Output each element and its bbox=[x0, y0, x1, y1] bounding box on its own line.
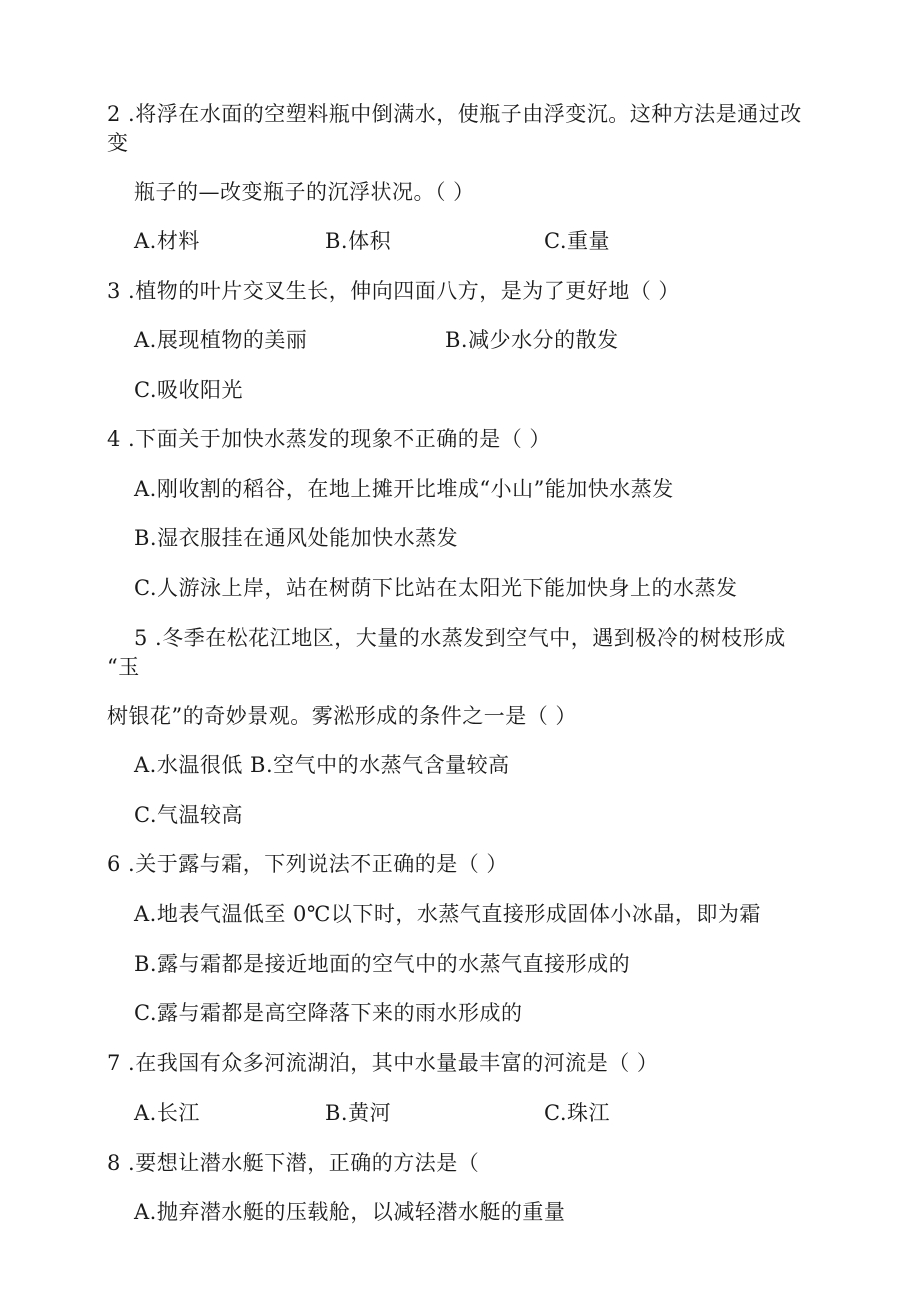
q8-stem: 8 .要想让潜水艇下潜，正确的方法是（ bbox=[107, 1151, 480, 1175]
q2-option-b: B.体积 bbox=[325, 229, 392, 253]
q4-option-c: C.人游泳上岸，站在树荫下比站在太阳光下能加快身上的水蒸发 bbox=[134, 576, 738, 600]
q7-stem: 7 .在我国有众多河流湖泊，其中水量最丰富的河流是（ ） bbox=[107, 1051, 659, 1075]
q3-option-a: A.展现植物的美丽 bbox=[134, 328, 308, 352]
q6-option-c: C.露与霜都是高空降落下来的雨水形成的 bbox=[134, 1001, 523, 1025]
q4-stem: 4 .下面关于加快水蒸发的现象不正确的是（ ） bbox=[107, 427, 551, 451]
q5-stem-line2: “玉 bbox=[107, 655, 140, 679]
q3-option-b: B.减少水分的散发 bbox=[445, 328, 619, 352]
q3-option-c: C.吸收阳光 bbox=[134, 378, 243, 402]
q7-option-b: B.黄河 bbox=[325, 1101, 392, 1125]
q8-option-a: A.抛弃潜水艇的压载舱，以减轻潜水艇的重量 bbox=[134, 1200, 566, 1224]
q2-option-a: A.材料 bbox=[134, 229, 200, 253]
q7-option-c: C.珠江 bbox=[544, 1101, 610, 1125]
q6-option-a: A.地表气温低至 0℃以下时，水蒸气直接形成固体小冰晶，即为霜 bbox=[134, 902, 761, 926]
q2-stem-line2: 变 bbox=[107, 131, 129, 155]
q5-stem-line1: 5 .冬季在松花江地区，大量的水蒸发到空气中，遇到极冷的树枝形成 bbox=[134, 626, 786, 650]
q5-option-c: C.气温较高 bbox=[134, 803, 243, 827]
q2-stem-line3: 瓶子的—改变瓶子的沉浮状况。（ ） bbox=[134, 180, 475, 204]
q2-stem-line1: 2 .将浮在水面的空塑料瓶中倒满水，使瓶子由浮变沉。这种方法是通过改 bbox=[107, 102, 802, 126]
q6-stem: 6 .关于露与霜，下列说法不正确的是（ ） bbox=[107, 852, 508, 876]
q5-option-ab: A.水温很低 B.空气中的水蒸气含量较高 bbox=[134, 753, 510, 777]
q6-option-b: B.露与霜都是接近地面的空气中的水蒸气直接形成的 bbox=[134, 952, 631, 976]
q2-option-c: C.重量 bbox=[544, 229, 610, 253]
q4-option-b: B.湿衣服挂在通风处能加快水蒸发 bbox=[134, 526, 459, 550]
q3-stem: 3 .植物的叶片交叉生长，伸向四面八方，是为了更好地（ ） bbox=[107, 279, 680, 303]
q7-option-a: A.长江 bbox=[134, 1101, 200, 1125]
q5-stem-line3: 树银花”的奇妙景观。雾淞形成的条件之一是（ ） bbox=[107, 704, 577, 728]
q4-option-a: A.刚收割的稻谷，在地上摊开比堆成“小山”能加快水蒸发 bbox=[134, 477, 674, 501]
